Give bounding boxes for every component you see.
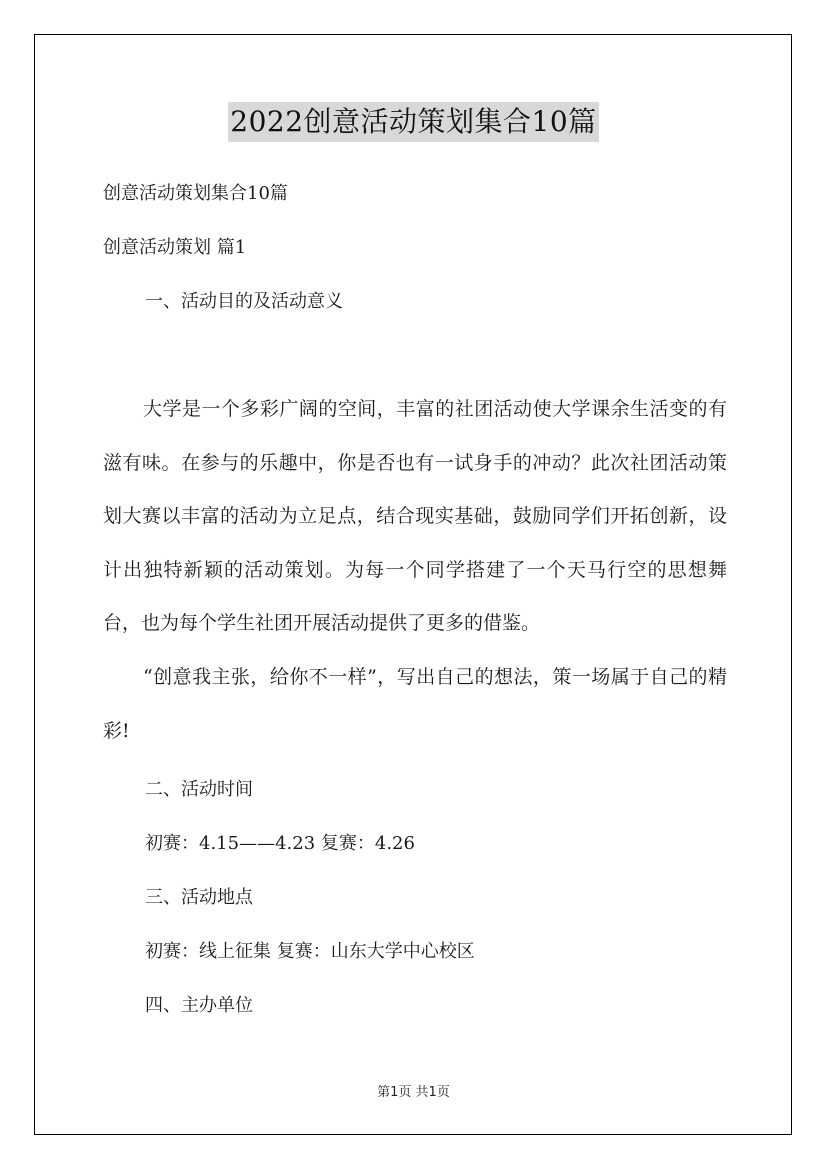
- time-heading: 二、活动时间: [145, 779, 253, 800]
- paragraph-intro: 大学是一个多彩广阔的空间，丰富的社团活动使大学课余生活变的有滋有味。在参与的乐趣中，你是否也有一试身手的冲动？此次社团活动策划大赛以丰富的活动为立足点，结合现实基础，鼓励同学们开拓创新，设计出独特新颖的活动策划。为每一个同学搭建了一个天马行空的思想舞台，也为每个学生社团开展活动提供了更多的借鉴。: [103, 398, 727, 635]
- page-footer: 第1页 共1页: [377, 1085, 450, 1100]
- place-heading: 三、活动地点: [145, 887, 253, 908]
- time-value: 初赛：4.15——4.23 复赛：4.26: [145, 833, 415, 854]
- organizer-heading: 四、主办单位: [145, 995, 253, 1016]
- place-value: 初赛：线上征集 复赛：山东大学中心校区: [145, 941, 475, 962]
- purpose-heading: 一、活动目的及活动意义: [145, 291, 343, 312]
- paragraph-slogan: “创意我主张，给你不一样”，写出自己的想法，策一场属于自己的精彩!: [103, 666, 727, 742]
- title-container: [0, 102, 827, 142]
- section-heading: 创意活动策划 篇1: [103, 237, 247, 258]
- document-subtitle: 创意活动策划集合10篇: [103, 183, 288, 204]
- document-title: 2022创意活动策划集合10篇: [228, 102, 598, 142]
